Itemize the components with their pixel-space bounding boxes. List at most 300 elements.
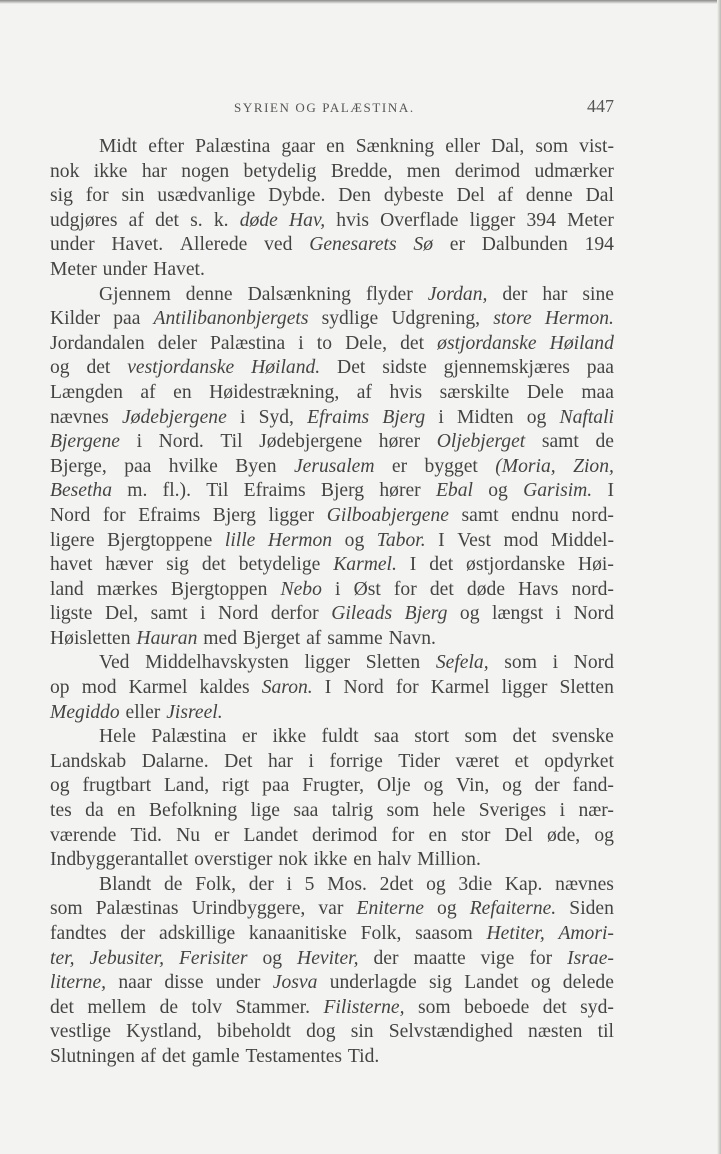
word: ligger [268,504,315,526]
word: kaldes [199,677,250,699]
italic-term: Refaiterne. [469,898,557,920]
italic-term: Amori- [558,923,614,944]
word: hører [379,480,421,502]
text-line [50,651,614,676]
word: flyder [365,283,413,305]
italic-term: Eniterne [356,898,424,920]
word: Det [337,357,366,379]
word: i [298,332,304,354]
italic-term: Jødebjergene [121,406,227,428]
text-line [50,209,614,234]
word: i [559,800,566,822]
word: Kilder [50,308,101,330]
word: ved [264,234,293,256]
word: eller [125,701,161,723]
italic-term: Hermon [267,529,333,551]
word: under [50,234,95,256]
word: for [393,578,417,600]
word: for [391,824,415,846]
word: paa [586,357,614,379]
word: Længden [50,381,123,403]
word: to [316,332,333,354]
word: Ved [99,652,130,674]
page-edge-right [717,0,721,1154]
word: rigt [222,775,250,797]
word: Kap. [504,873,543,895]
word: 394 [526,209,556,231]
word: nær- [578,800,614,822]
word: samt [541,431,579,453]
italic-term: Sefela, [435,652,489,674]
word: og [502,775,522,797]
text-line [50,922,614,947]
word: Midten [456,406,514,428]
word: Nord [573,603,614,625]
text-line [50,332,614,357]
word: Nord [50,504,91,526]
italic-term: Hetiter, [486,923,545,944]
word: og [530,972,551,994]
word: som [535,136,569,157]
word: særskilte [439,381,510,403]
text-line [50,283,614,308]
word: i [335,578,341,600]
word: Dalsænkning [247,283,351,305]
word: ligger [469,209,516,231]
word: Dybde. [268,185,326,207]
word: der [120,923,146,944]
word: Nord [573,652,614,674]
word: fuldt [321,726,359,748]
word: ligger [304,652,351,674]
word: saasom [415,923,473,944]
text-line [50,897,614,922]
word: samme [327,627,383,649]
word: Karmel [430,677,490,699]
word: mellem [87,996,147,1018]
italic-term: Naftali [559,406,614,428]
word: Tid. [347,1045,380,1067]
word: Olje [376,775,411,797]
word: Stammer. [235,996,310,1018]
word: der [373,947,399,969]
word: af [128,209,144,231]
word: der [534,775,560,797]
word: Meter [50,258,97,280]
word: paa [124,455,152,477]
text-line [50,356,614,381]
word: mod [503,529,539,551]
word: eller [445,136,481,157]
text-line [50,135,614,160]
word: har [267,750,293,772]
word: gaar [281,136,316,157]
word: Million. [417,849,481,871]
word: de [595,431,614,453]
word: vestlige [50,1021,111,1043]
italic-term: Garisim. [523,480,593,502]
word: hele [432,800,466,822]
word: det [512,726,537,748]
word: I [409,554,417,576]
word: sidste [382,357,427,379]
word: ligere [50,529,95,551]
word: Sletten [365,652,421,674]
word: lige [250,800,280,822]
word: øde, [547,824,581,846]
word: 194 [584,234,614,256]
word: opdyrket [544,750,614,772]
text-line [50,504,614,529]
word: dog [306,1021,336,1043]
italic-term: Antilibanonbjergets [153,308,309,330]
italic-term: Nebo [280,578,322,600]
italic-term: Megiddo [50,701,120,723]
word: havet [50,554,93,576]
word: Del [456,185,485,207]
word: hører [378,431,421,453]
text-line [50,627,614,652]
word: og [526,406,547,428]
word: Dele, [345,332,388,354]
word: denne [185,283,233,305]
word: Overflade [380,209,459,231]
italic-term: Jisreel. [166,701,223,723]
word: sig [166,554,189,576]
word: Havs [518,578,559,600]
word: Sænkning [355,136,435,157]
word: Bjergtoppen [170,578,268,600]
word: s. [190,209,203,231]
word: med [203,627,237,649]
word: saa [373,726,399,748]
page-edge-top [0,0,721,4]
word: betydelige [238,554,321,576]
word: nævnes [555,873,614,895]
word: vige [480,947,515,969]
word: maatte [413,947,466,969]
word: en [173,381,192,403]
text-line [50,479,614,504]
word: det [400,332,425,354]
italic-term: Jerusalem [293,455,375,477]
word: ligste [50,603,93,625]
italic-term: Efraims [307,406,370,428]
italic-term: Heviter, [297,947,359,969]
word: svenske [551,726,614,748]
word: for [85,185,109,207]
word: Landskab [50,750,127,772]
body-text [50,135,614,1070]
word: denne [525,185,573,207]
text-line [50,184,614,209]
word: det [50,996,74,1018]
text-line [50,160,614,185]
text-line [50,307,614,332]
text-line [50,774,614,799]
running-title: SYRIEN OG PALÆSTINA. [234,100,415,115]
word: har [141,160,167,182]
word: Vin, [456,775,490,797]
text-line [50,848,614,873]
word: m. [127,480,148,502]
word: 2det [379,873,414,895]
word: Tider [398,750,441,772]
word: sig [50,185,73,207]
word: i [438,406,444,428]
word: var [318,898,344,920]
word: da [85,800,104,822]
word: sig [429,972,452,994]
word: 3die [458,873,493,895]
word: Havet. [111,234,164,256]
word: op [50,677,70,699]
word: Siden [569,898,614,920]
word: Land, [163,775,210,797]
word: en [353,849,372,871]
word: Karmel [128,677,188,699]
word: derfor [270,603,319,625]
word: Selvstændighed [388,1021,513,1043]
text-line [50,750,614,775]
text-line [50,529,614,554]
word: Del, [104,603,139,625]
word: Blandt [99,873,152,895]
word: efter [148,136,185,157]
page-number: 447 [587,96,614,116]
word: I [324,677,332,699]
word: Høidestrækning, [209,381,340,403]
word: af [140,1045,157,1067]
italic-term: døde [239,209,278,231]
word: i [136,431,143,453]
word: det [155,209,179,231]
italic-term: Hermon. [544,308,614,330]
italic-term: vestjordanske [127,357,235,379]
italic-term: Genesarets [309,234,397,256]
word: Landet [464,972,519,994]
word: Frugter, [302,775,365,797]
word: Del [504,824,533,846]
word: Dal [585,185,614,207]
word: Midt [99,136,138,157]
word: Middel- [550,529,614,551]
word: Dalarne. [141,750,209,772]
word: i [200,603,206,625]
word: næsten [528,1021,583,1043]
italic-term: ter, [50,947,75,969]
word: Nu [176,824,201,846]
word: men [406,160,441,182]
word: er [391,455,408,477]
word: Slutningen [50,1045,135,1067]
word: Middelhavskysten [145,652,289,674]
word: Palæstina [210,332,286,354]
word: k. [213,209,229,231]
word: Folk, [195,873,237,895]
word: bygget [424,455,478,477]
word: nogen [181,160,230,182]
word: Palæstinas [95,898,179,920]
word: Allerede [179,234,248,256]
word: Dele [526,381,564,403]
word: tes [50,800,72,822]
word: som [504,652,537,674]
word: endnu [511,504,559,526]
word: østjordanske [466,554,566,576]
word: saa [293,800,319,822]
text-line [50,381,614,406]
word: af [497,185,514,207]
word: Syd, [258,406,294,428]
word: nok [278,849,308,871]
word: betydelig [243,160,317,182]
italic-term: Bjergene [50,431,120,453]
word: Meter [567,209,614,231]
italic-term: Josva [272,972,318,994]
word: Jordandalen [50,332,145,354]
word: de [163,873,183,895]
word: ikke [93,160,128,182]
word: Sveriges [478,800,547,822]
text-line [50,602,614,627]
text-line [50,676,614,701]
text-line [50,258,614,283]
italic-term: Filisterne, [323,996,405,1018]
word: nord- [571,504,614,526]
word: i [286,873,292,895]
text-line [50,406,614,431]
word: Palæstina [195,136,271,157]
italic-term: store [493,308,532,330]
italic-term: lille [224,529,256,551]
word: sine [582,283,614,305]
word: udmærker [534,160,614,182]
word: Øst [353,578,381,600]
word: hæver [105,554,154,576]
word: sin [350,1021,374,1043]
italic-term: Bjerg [382,406,426,428]
word: Det [224,750,253,772]
italic-term: Jordan, [427,283,488,305]
word: og [594,824,614,846]
italic-term: Hav, [289,209,326,231]
word: syd- [580,996,614,1018]
word: i [555,603,562,625]
word: har [542,283,568,305]
word: derimod [454,160,521,182]
word: en [428,824,447,846]
word: paa [113,308,141,330]
text-line [50,1020,614,1045]
word: under [102,258,148,280]
word: Dalbunden [481,234,568,256]
word: Palæstina [151,726,227,748]
word: talrig [331,800,374,822]
italic-term: Oljebjerget [436,431,526,453]
word: nævnes [50,406,109,428]
word: de [159,996,179,1018]
word: Tid. [130,824,162,846]
word: fl.). [162,480,191,502]
word: under [215,972,261,994]
text-line [50,996,614,1021]
word: er [241,726,258,748]
word: mod [81,677,117,699]
word: og [423,775,444,797]
italic-term: Jebusiter, [89,947,165,969]
word: og [426,873,446,895]
word: dybeste [383,185,444,207]
word: Efraims [138,504,201,526]
text-line [50,1045,614,1070]
word: Sletten [559,677,614,699]
word: mærkes [96,578,158,600]
word: fand- [572,775,614,797]
word: Urindbyggere, [191,898,306,920]
word: Hele [99,726,136,748]
word: Navn. [388,627,436,649]
word: som [386,800,420,822]
word: der [248,873,274,895]
word: ikke [272,726,307,748]
word: Bjerg [212,504,256,526]
word: kanaanitiske [248,923,347,944]
word: gjennemskjæres [443,357,570,379]
word: det [542,996,567,1018]
word: i [552,652,559,674]
word: der [502,283,528,305]
text-line [50,873,614,898]
word: er [449,234,466,256]
word: Udgrening, [391,308,481,330]
word: udgjøres [50,209,118,231]
word: det [201,554,226,576]
italic-term: Gileads [331,603,393,625]
text-line [50,799,614,824]
italic-term: Ebal [435,480,473,502]
text-line [50,824,614,849]
word: og [50,775,70,797]
word: det [161,1045,186,1067]
italic-term: Saron. [261,677,313,699]
word: i [308,750,314,772]
word: 5 [304,873,315,895]
word: hvis [389,381,423,403]
italic-term: Hauran [136,627,198,649]
word: af [140,381,156,403]
word: som [464,726,498,748]
word: Høi- [577,554,614,576]
text-line [50,701,614,726]
word: adskillige [159,923,236,944]
word: tolv [191,996,222,1018]
word: derimod [312,824,378,846]
word: Havet. [153,258,205,280]
word: samt [150,603,188,625]
text-line [50,553,614,578]
word: døde [466,578,506,600]
word: I [438,529,445,551]
word: underlagde [329,972,417,994]
word: Bjergtoppene [107,529,213,551]
word: Folk, [360,923,402,944]
word: Indbyggerantallet [50,849,189,871]
word: sydlige [321,308,379,330]
italic-term: østjordanske [437,332,537,354]
word: som [50,898,83,920]
word: land [50,578,84,600]
